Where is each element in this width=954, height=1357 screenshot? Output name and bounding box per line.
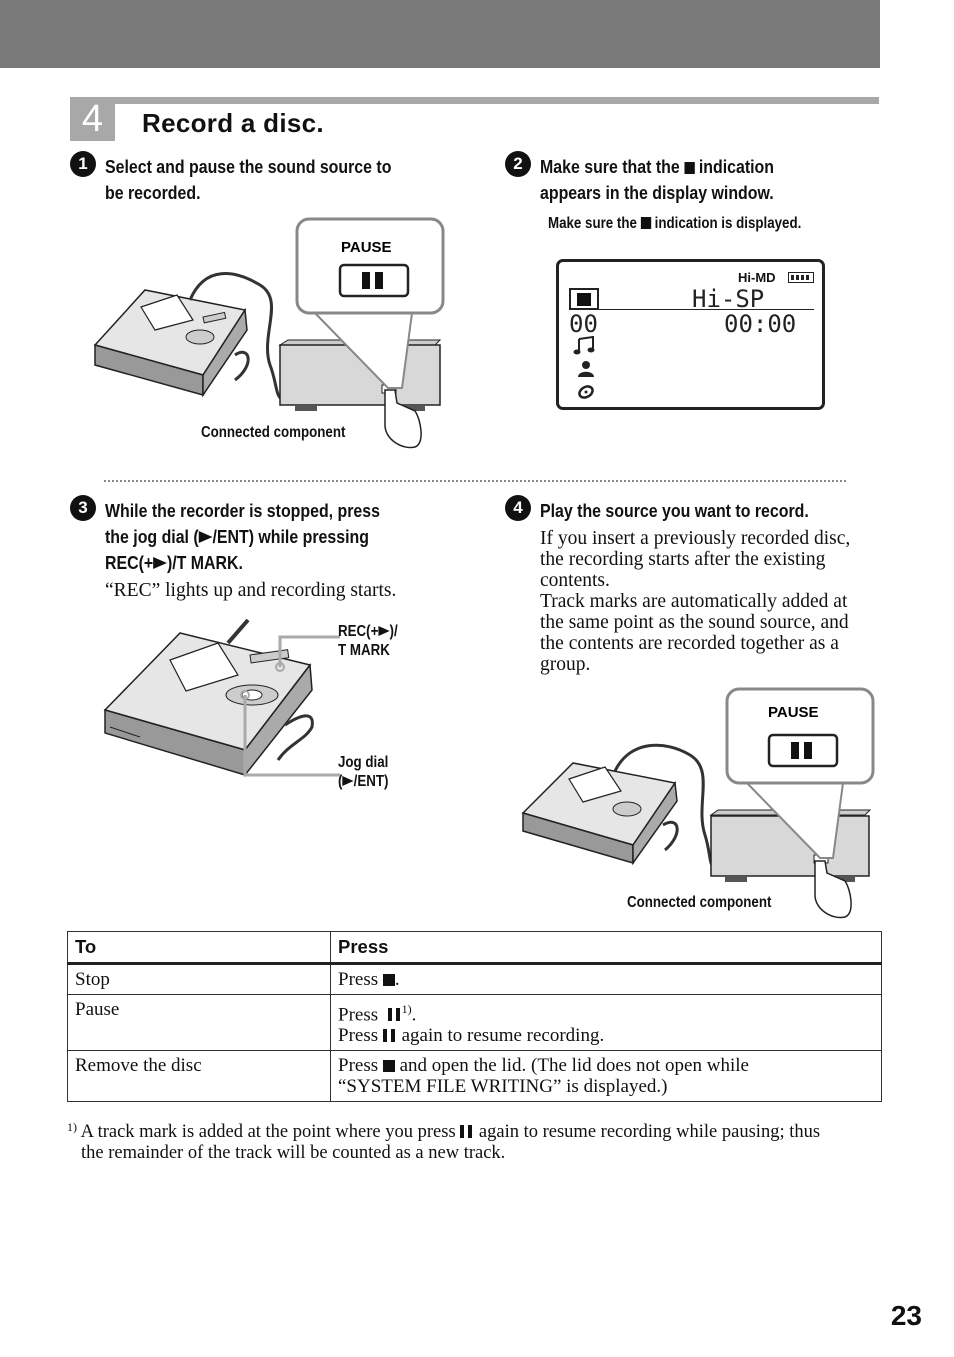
footnote-text: A track mark is added at the point where you press [80, 1122, 456, 1142]
section-rule [115, 97, 879, 104]
press-text: Press [338, 1055, 379, 1077]
stop-icon [383, 974, 395, 986]
stop-icon [641, 217, 651, 229]
step-3-heading-text: the jog dial ( [105, 526, 199, 547]
step-4-body-line: group. [540, 654, 591, 675]
rec-tmark-label-text: )/ [389, 623, 398, 640]
step-3-heading-text: )/T MARK. [166, 552, 243, 573]
play-icon [378, 626, 389, 636]
stop-icon [684, 162, 694, 174]
table-cell-to: Remove the disc [68, 1051, 331, 1102]
rec-tmark-label-text: T MARK [338, 642, 390, 659]
connected-component-label-2: Connected component [627, 894, 772, 911]
table-header-press: Press [331, 932, 882, 964]
section-title: Record a disc. [142, 108, 324, 138]
step-4-body-line: the same point as the sound source, and [540, 612, 849, 633]
press-text: “SYSTEM FILE WRITING” is displayed.) [338, 1076, 668, 1098]
step-4-number: 4 [505, 495, 531, 521]
jog-dial-label [338, 753, 388, 791]
press-text: . [394, 969, 400, 990]
artist-icon [577, 360, 595, 378]
table-row [68, 1051, 882, 1102]
step-3-heading [105, 498, 380, 576]
lcd-mode: Hi-SP [692, 285, 765, 313]
play-icon [199, 531, 213, 543]
play-icon [153, 557, 167, 569]
pause-icon [383, 1029, 395, 1042]
press-text: Press [338, 969, 379, 990]
step-3-body: “REC” lights up and recording starts. [105, 580, 397, 601]
step-4-body [540, 528, 850, 675]
operations-table [67, 931, 882, 1102]
table-row [68, 995, 882, 1051]
table-row [68, 964, 882, 995]
step-2-heading-line: appears in the display window. [540, 182, 774, 203]
rec-tmark-label [338, 622, 398, 660]
pause-icon [388, 1008, 400, 1021]
footnote-text: again to resume recording while pausing; thus [478, 1122, 821, 1142]
step-3-number: 3 [70, 495, 96, 521]
step-2-heading-text: indication [698, 156, 775, 177]
display-caption-text: Make sure the [548, 215, 637, 232]
jog-dial-label-text: Jog dial [338, 754, 389, 771]
step-4-body-line: contents. [540, 570, 610, 591]
step-1-heading-line: be recorded. [105, 182, 201, 203]
battery-icon [788, 272, 814, 283]
recorder-play-illustration [515, 685, 885, 925]
jog-dial-label-text: /ENT) [353, 773, 389, 790]
album-icon [577, 383, 595, 401]
hi-md-logo: Hi-MD [738, 270, 776, 285]
connected-component-label-1: Connected component [201, 424, 346, 441]
section-number: 4 [70, 97, 115, 141]
step-4-body-line: Track marks are automatically added at [540, 591, 848, 612]
page-number: 23 [890, 1300, 922, 1331]
display-caption-text: indication is displayed. [654, 215, 802, 232]
divider [104, 480, 846, 482]
step-4-body-line: If you insert a previously recorded disc, [540, 528, 851, 549]
table-cell-to: Stop [68, 964, 331, 995]
table-cell-press [331, 964, 882, 995]
step-3-heading-text: /ENT) while pressing [212, 526, 369, 547]
rec-tmark-label-text: REC(+ [338, 623, 379, 640]
footnote-mark: 1) [67, 1120, 77, 1134]
recorder-buttons-illustration [100, 615, 343, 790]
step-2-heading [540, 154, 774, 206]
lcd-track-number: 00 [569, 310, 598, 338]
table-cell-press [331, 995, 882, 1051]
footnote-ref: 1) [401, 1002, 412, 1016]
lcd-display [556, 259, 825, 410]
press-text: Press [338, 1025, 379, 1047]
table-header-to: To [68, 932, 331, 964]
table-cell-press [331, 1051, 882, 1102]
step-1-heading [105, 154, 391, 206]
press-text: and open the lid. (The lid does not open while [399, 1055, 749, 1077]
table-header-row [68, 932, 882, 964]
step-4-body-line: the recording starts after the existing [540, 549, 826, 570]
table-cell-to: Pause [68, 995, 331, 1051]
footnote [67, 1117, 882, 1164]
header-bar [0, 0, 880, 68]
pause-label-1: PAUSE [341, 239, 392, 256]
press-text: . [411, 1004, 417, 1026]
step-3-heading-text: REC(+ [105, 552, 154, 573]
step-2-heading-text: Make sure that the [540, 156, 680, 177]
step-2-number: 2 [505, 151, 531, 177]
step-3-heading-line: While the recorder is stopped, press [105, 500, 380, 521]
footnote-text: the remainder of the track will be counted as a new track. [81, 1143, 506, 1163]
display-caption [548, 214, 801, 233]
play-icon [342, 776, 353, 786]
step-4-heading: Play the source you want to record. [540, 500, 809, 521]
pause-label-2: PAUSE [768, 704, 819, 721]
music-note-icon [573, 336, 597, 356]
step-1-number: 1 [70, 151, 96, 177]
step-4-body-line: the contents are recorded together as a [540, 633, 839, 654]
lcd-time: 00:00 [724, 310, 797, 338]
press-text: Press [338, 1004, 379, 1026]
jog-dial-label-text: ( [338, 773, 343, 790]
pause-icon [460, 1125, 472, 1138]
recorder-pause-illustration [85, 215, 455, 455]
press-text: again to resume recording. [401, 1025, 605, 1047]
stop-indicator [569, 288, 599, 310]
stop-icon [383, 1060, 395, 1072]
step-1-heading-line: Select and pause the sound source to [105, 156, 392, 177]
